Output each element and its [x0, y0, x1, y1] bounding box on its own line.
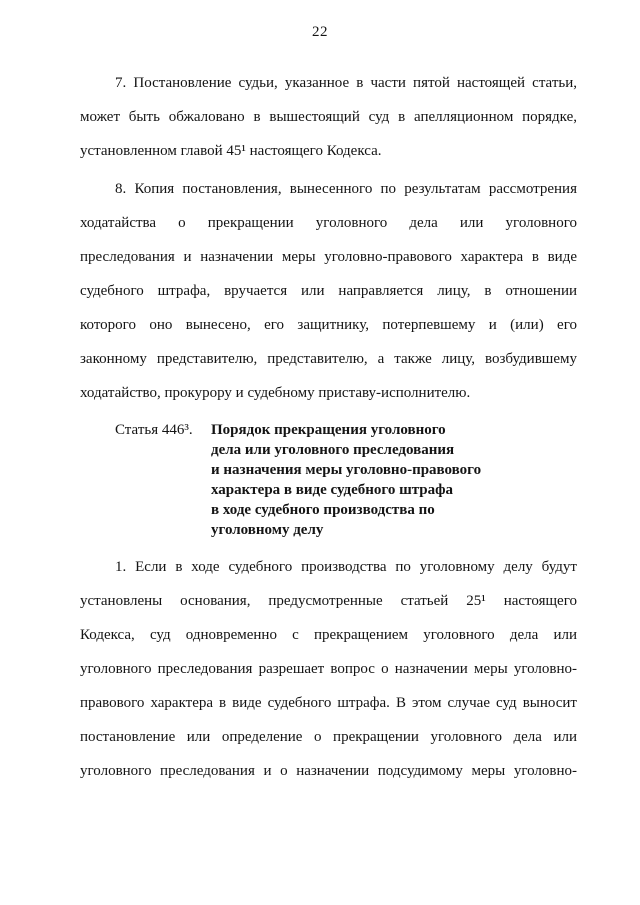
article-title-line: Порядок прекращения уголовного — [211, 422, 446, 438]
paragraph-7 — [80, 66, 577, 168]
body-line: ходатайство, прокурору и судебному приставу-исполнителю. — [80, 385, 471, 401]
body-line: судебного штрафа, вручается или направляется лицу, в отношении — [80, 283, 577, 299]
article-title-line: в ходе судебного производства по — [211, 502, 435, 518]
article-number-label: Статья 446³. — [115, 422, 193, 438]
body-line: установлены основания, предусмотренные статьей 25¹ настоящего — [80, 593, 577, 609]
article-title — [211, 420, 577, 540]
page-number: 22 — [312, 24, 328, 40]
page-content — [80, 66, 577, 788]
paragraph-1 — [80, 550, 577, 788]
body-line: установленном главой 45¹ настоящего Кодекса. — [80, 143, 382, 159]
body-line: 1. Если в ходе судебного производства по уголовному делу будут — [115, 559, 577, 575]
body-line: уголовного преследования разрешает вопрос о назначении меры уголовно- — [80, 661, 577, 677]
body-line: может быть обжаловано в вышестоящий суд в апелляционном порядке, — [80, 109, 577, 125]
body-line: ходатайства о прекращении уголовного дела или уголовного — [80, 215, 577, 231]
article-title-line: и назначения меры уголовно-правового — [211, 462, 482, 478]
body-line: правового характера в виде судебного штрафа. В этом случае суд выносит — [80, 695, 577, 711]
body-line: постановление или определение о прекращении уголовного дела или — [80, 729, 577, 745]
body-line: законному представителю, представителю, а также лицу, возбудившему — [80, 351, 577, 367]
body-line: которого оно вынесено, его защитнику, потерпевшему и (или) его — [80, 317, 577, 333]
body-line: 7. Постановление судьи, указанное в части пятой настоящей статьи, — [115, 75, 577, 91]
article-heading — [80, 420, 577, 540]
article-title-line: уголовному делу — [211, 522, 324, 538]
body-line: 8. Копия постановления, вынесенного по результатам рассмотрения — [115, 181, 577, 197]
article-title-line: дела или уголовного преследования — [211, 442, 455, 458]
article-title-line: характера в виде судебного штрафа — [211, 482, 454, 498]
body-line: Кодекса, суд одновременно с прекращением уголовного дела или — [80, 627, 577, 643]
body-line: уголовного преследования и о назначении подсудимому меры уголовно- — [80, 763, 577, 779]
paragraph-8 — [80, 172, 577, 410]
body-line: преследования и назначении меры уголовно-правового характера в виде — [80, 249, 577, 265]
